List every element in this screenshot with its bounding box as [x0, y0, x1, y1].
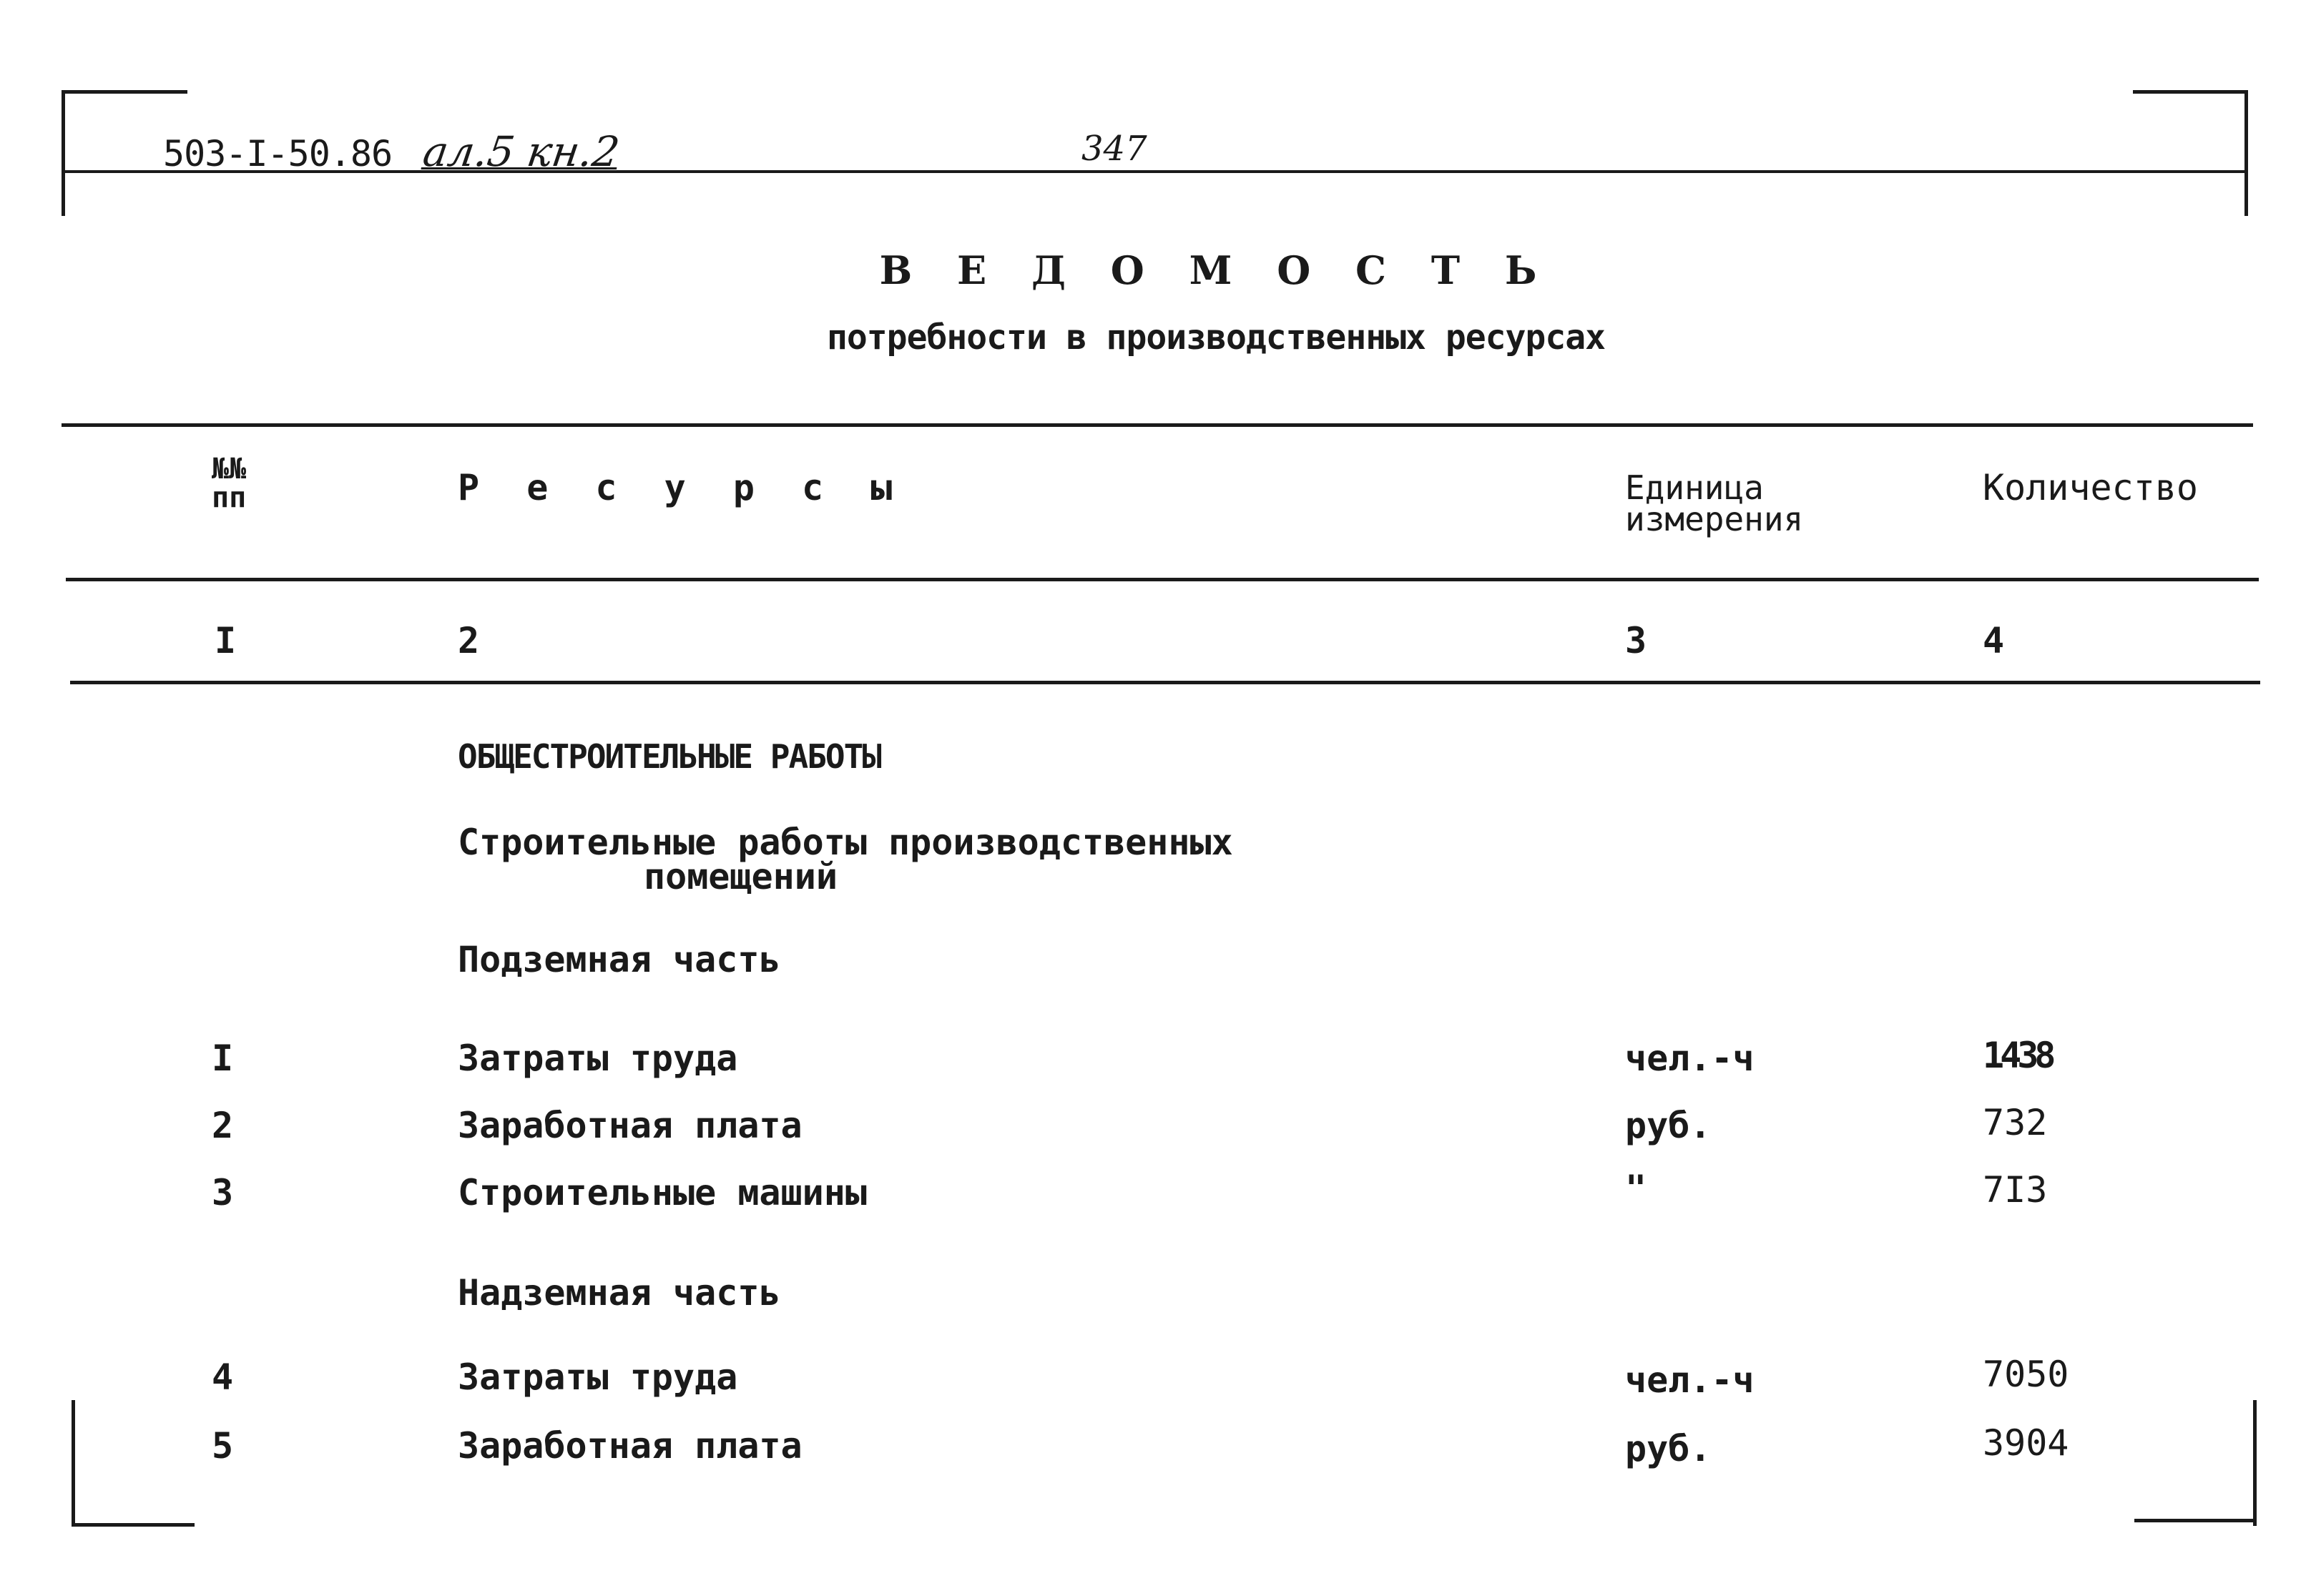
row-resource-name: Заработная плата	[458, 1105, 803, 1146]
column-header-quantity: Количество	[1983, 467, 2199, 508]
row-quantity: 732	[1983, 1102, 2048, 1143]
section-general-works: ОБЩЕСТРОИТЕЛЬНЫЕ РАБОТЫ	[458, 737, 880, 776]
section-construction-line2: помещений	[644, 856, 838, 897]
row-unit: руб.	[1625, 1428, 1712, 1469]
column-header-number-line2: пп	[212, 481, 247, 514]
handwritten-album-note: ал.5 кн.2	[420, 127, 623, 176]
row-unit: чел.-ч	[1625, 1359, 1755, 1401]
subsection-underground: Подземная часть	[458, 939, 781, 980]
row-resource-name: Строительные машины	[458, 1172, 867, 1213]
row-number: I	[212, 1038, 234, 1079]
column-header-unit-line2: измерения	[1625, 500, 1804, 538]
column-header-unit	[1625, 468, 1854, 538]
row-resource-name: Затраты труда	[458, 1356, 738, 1398]
column-header-unit-line1: Единица	[1625, 468, 1764, 507]
frame-bottom-right-vertical	[2253, 1400, 2257, 1526]
row-quantity: 3904	[1983, 1422, 2069, 1464]
page-number: 347	[1081, 129, 1147, 169]
row-quantity: 1438	[1983, 1035, 2052, 1076]
column-number-1: I	[215, 620, 237, 661]
row-unit: "	[1625, 1168, 1647, 1209]
document-subtitle: потребности в производственных ресурсах	[826, 317, 1606, 358]
frame-top-left-vertical	[62, 90, 65, 216]
column-number-2: 2	[458, 620, 480, 661]
row-unit: чел.-ч	[1625, 1038, 1755, 1079]
row-quantity: 7050	[1983, 1354, 2069, 1395]
row-unit: руб.	[1625, 1105, 1712, 1146]
row-resource-name: Заработная плата	[458, 1425, 803, 1467]
document-code: 503-I-50.86	[163, 133, 393, 174]
frame-bottom-right-horizontal	[2134, 1519, 2256, 1522]
table-top-rule	[62, 423, 2253, 427]
row-number: 2	[212, 1105, 234, 1146]
frame-bottom-left-vertical	[72, 1400, 75, 1526]
table-colnum-rule	[70, 681, 2260, 684]
row-number: 4	[212, 1356, 234, 1398]
frame-top-left-horizontal	[62, 90, 187, 94]
row-number: 5	[212, 1425, 234, 1467]
row-number: 3	[212, 1172, 234, 1213]
column-header-number-line1: №№	[212, 453, 247, 486]
column-header-resources: Р е с у р с ы	[458, 467, 906, 508]
subsection-aboveground: Надземная часть	[458, 1272, 781, 1314]
row-resource-name: Затраты труда	[458, 1038, 738, 1079]
table-header-rule	[66, 578, 2259, 581]
column-number-4: 4	[1983, 620, 2005, 661]
document-title: В Е Д О М О С Т Ь	[879, 247, 1553, 293]
frame-top-right-vertical	[2244, 90, 2248, 216]
column-number-3: 3	[1625, 620, 1647, 661]
frame-top-right-horizontal	[2133, 90, 2247, 94]
frame-bottom-left-horizontal	[72, 1523, 195, 1527]
row-quantity: 7I3	[1983, 1169, 2048, 1211]
column-header-number	[212, 455, 246, 512]
section-construction-works	[458, 822, 1233, 897]
section-construction-line1: Строительные работы производственных	[458, 822, 1233, 863]
